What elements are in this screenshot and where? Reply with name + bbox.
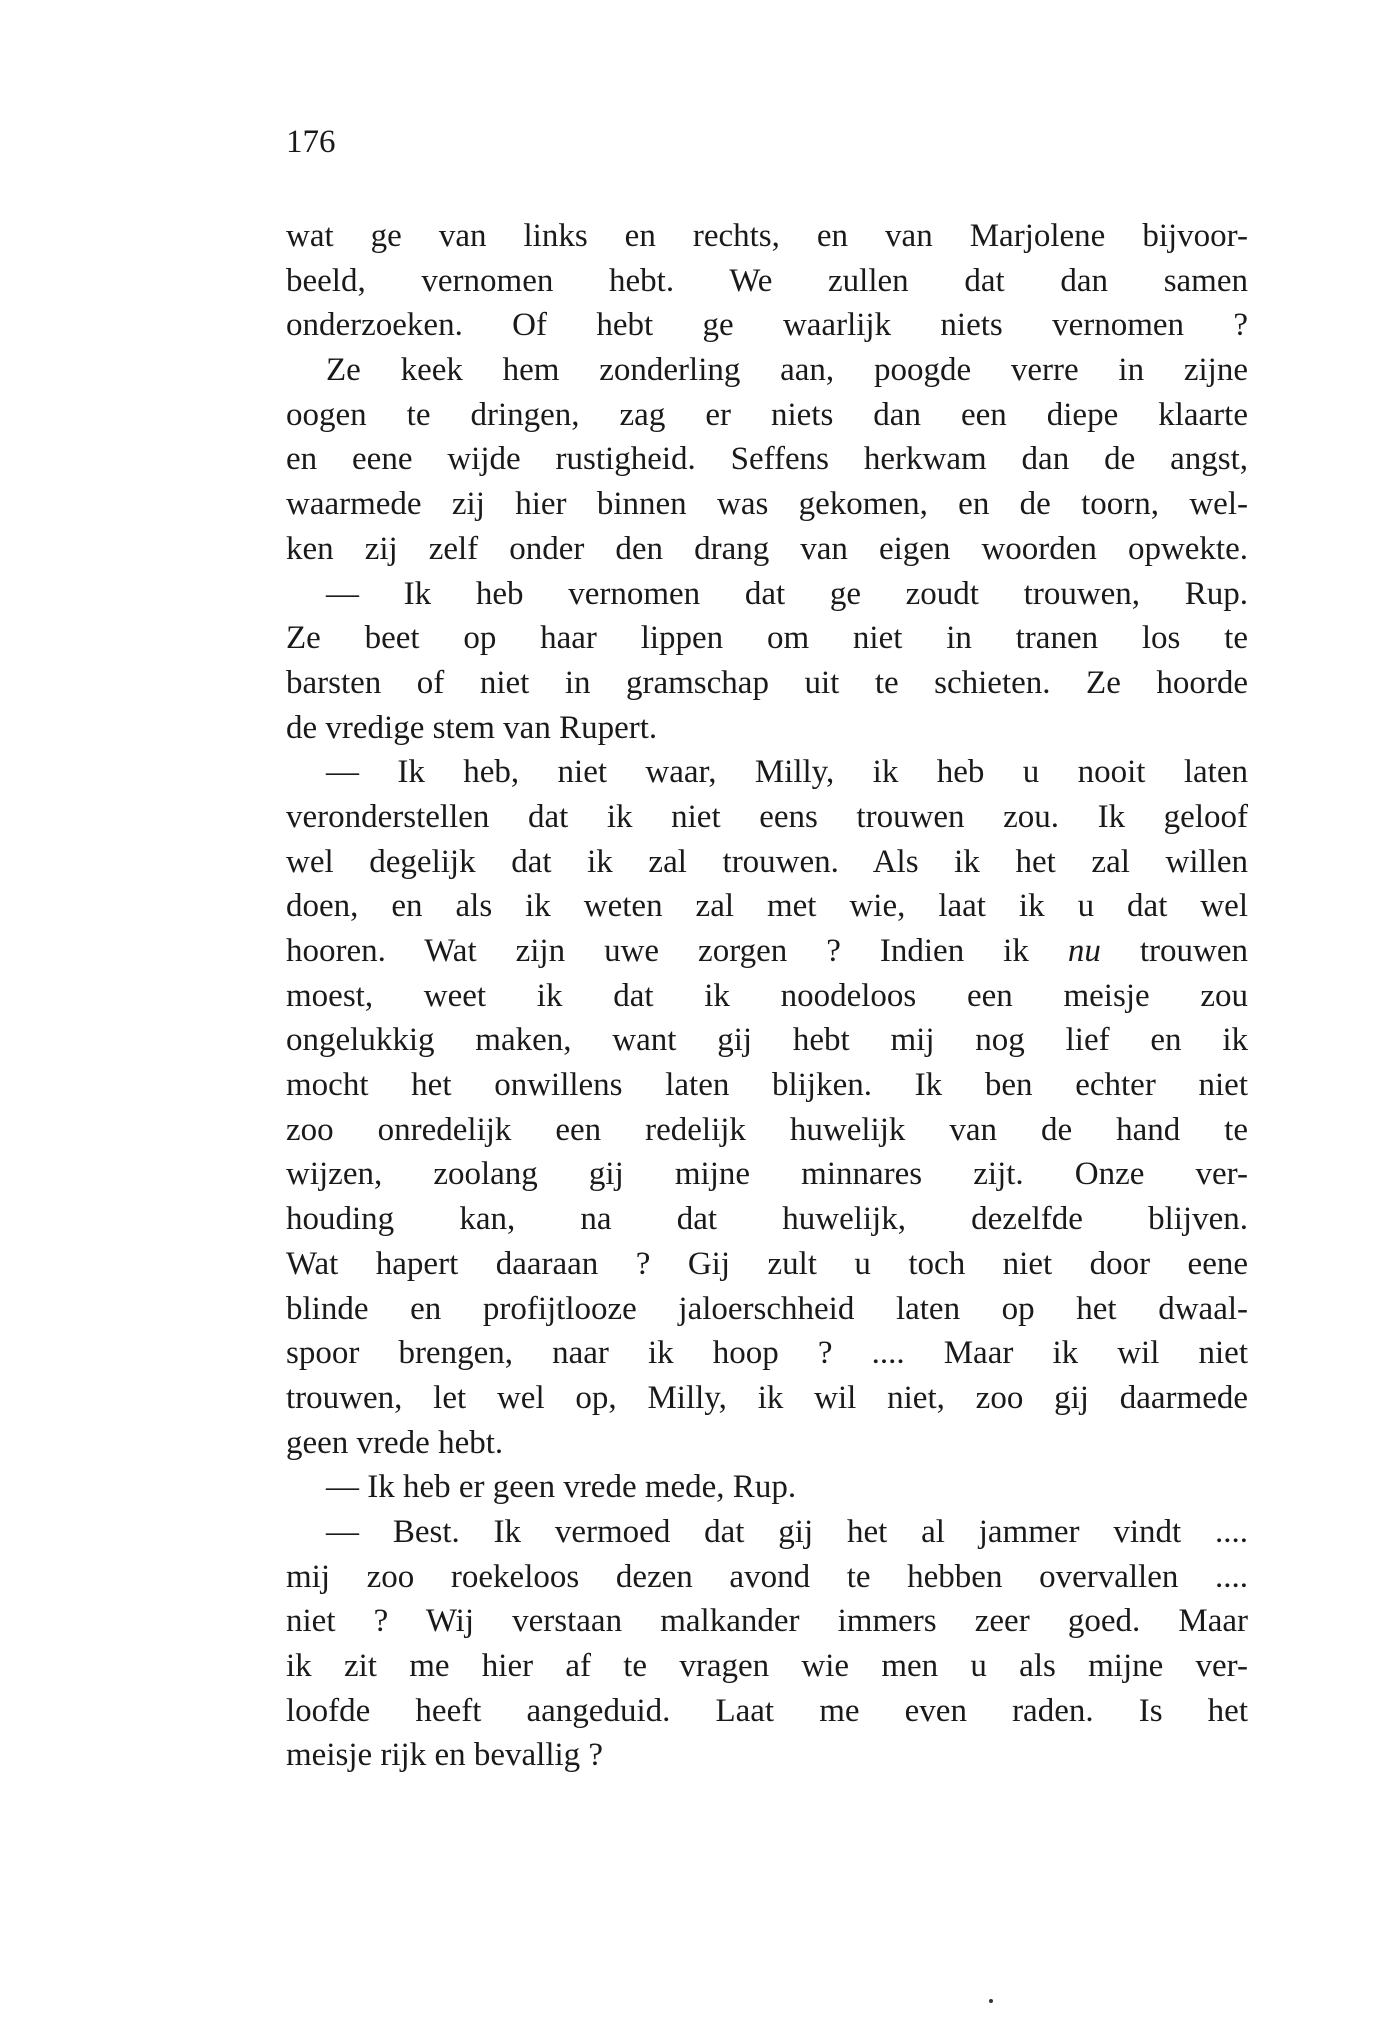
text-line: wijzen, zoolang gij mijne minnares zijt. Onze ver- <box>286 1156 1248 1193</box>
text-line: ken zij zelf onder den drang van eigen woorden opwekte. <box>286 530 1248 567</box>
text-line: houding kan, na dat huwelijk, dezelfde blijven. <box>286 1201 1248 1238</box>
text-line: Ze beet op haar lippen om niet in tranen los te <box>286 620 1248 657</box>
ink-speck <box>989 1999 993 2003</box>
text-line: en eene wijde rustigheid. Seffens herkwam dan de angst, <box>286 441 1248 478</box>
text-line: zoo onredelijk een redelijk huwelijk van de hand te <box>286 1111 1248 1148</box>
text-line: — Ik heb vernomen dat ge zoudt trouwen, Rup. <box>326 575 1248 612</box>
italic-word: nu <box>1067 933 1101 969</box>
text-line: mij zoo roekeloos dezen avond te hebben overvallen .... <box>286 1558 1248 1595</box>
text-line: de vredige stem van Rupert. <box>286 709 658 746</box>
text-line: mocht het onwillens laten blijken. Ik ben echter niet <box>286 1067 1248 1104</box>
text-line: niet ? Wij verstaan malkander immers zeer goed. Maar <box>286 1603 1248 1640</box>
text-line: waarmede zij hier binnen was gekomen, en de toorn, wel- <box>286 486 1248 523</box>
text-line: — Ik heb er geen vrede mede, Rup. <box>326 1469 797 1506</box>
text-line: geen vrede hebt. <box>286 1424 504 1461</box>
text-line: spoor brengen, naar ik hoop ? .... Maar ik wil niet <box>286 1335 1248 1372</box>
body-text <box>286 214 1248 1778</box>
text-line: oogen te dringen, zag er niets dan een diepe klaarte <box>286 396 1248 433</box>
text-line: moest, weet ik dat ik noodeloos een meisje zou <box>286 977 1248 1014</box>
text-line: loofde heeft aangeduid. Laat me even raden. Is het <box>286 1692 1248 1729</box>
text-line: trouwen, let wel op, Milly, ik wil niet, zoo gij daarmede <box>286 1379 1248 1416</box>
text-line: barsten of niet in gramschap uit te schieten. Ze hoorde <box>286 664 1248 701</box>
text-line: blinde en profijtlooze jaloerschheid laten op het dwaal- <box>286 1290 1248 1327</box>
text-line: meisje rijk en bevallig ? <box>286 1737 604 1774</box>
text-line: wel degelijk dat ik zal trouwen. Als ik het zal willen <box>286 843 1248 880</box>
page-number: 176 <box>286 124 336 160</box>
text-line: ik zit me hier af te vragen wie men u als mijne ver- <box>286 1648 1248 1684</box>
text-line: Ze keek hem zonderling aan, poogde verre in zijne <box>326 352 1248 389</box>
text-line: veronderstellen dat ik niet eens trouwen zou. Ik geloof <box>286 798 1248 835</box>
text-segment: trouwen <box>1100 933 1248 969</box>
text-line: ongelukkig maken, want gij hebt mij nog lief en ik <box>286 1022 1248 1059</box>
text-segment: hooren. Wat zijn uwe zorgen ? Indien ik <box>286 933 1068 969</box>
text-line: beeld, vernomen hebt. We zullen dat dan samen <box>286 262 1248 299</box>
text-line: doen, en als ik weten zal met wie, laat ik u dat wel <box>286 888 1248 925</box>
text-line: onderzoeken. Of hebt ge waarlijk niets vernomen ? <box>286 307 1248 344</box>
text-line: — Ik heb, niet waar, Milly, ik heb u nooit laten <box>326 754 1248 791</box>
text-line <box>286 929 1248 974</box>
text-line: Wat hapert daaraan ? Gij zult u toch niet door eene <box>286 1245 1248 1282</box>
text-line: — Best. Ik vermoed dat gij het al jammer vindt .... <box>326 1513 1248 1550</box>
text-line: wat ge van links en rechts, en van Marjolene bijvoor- <box>286 218 1248 254</box>
